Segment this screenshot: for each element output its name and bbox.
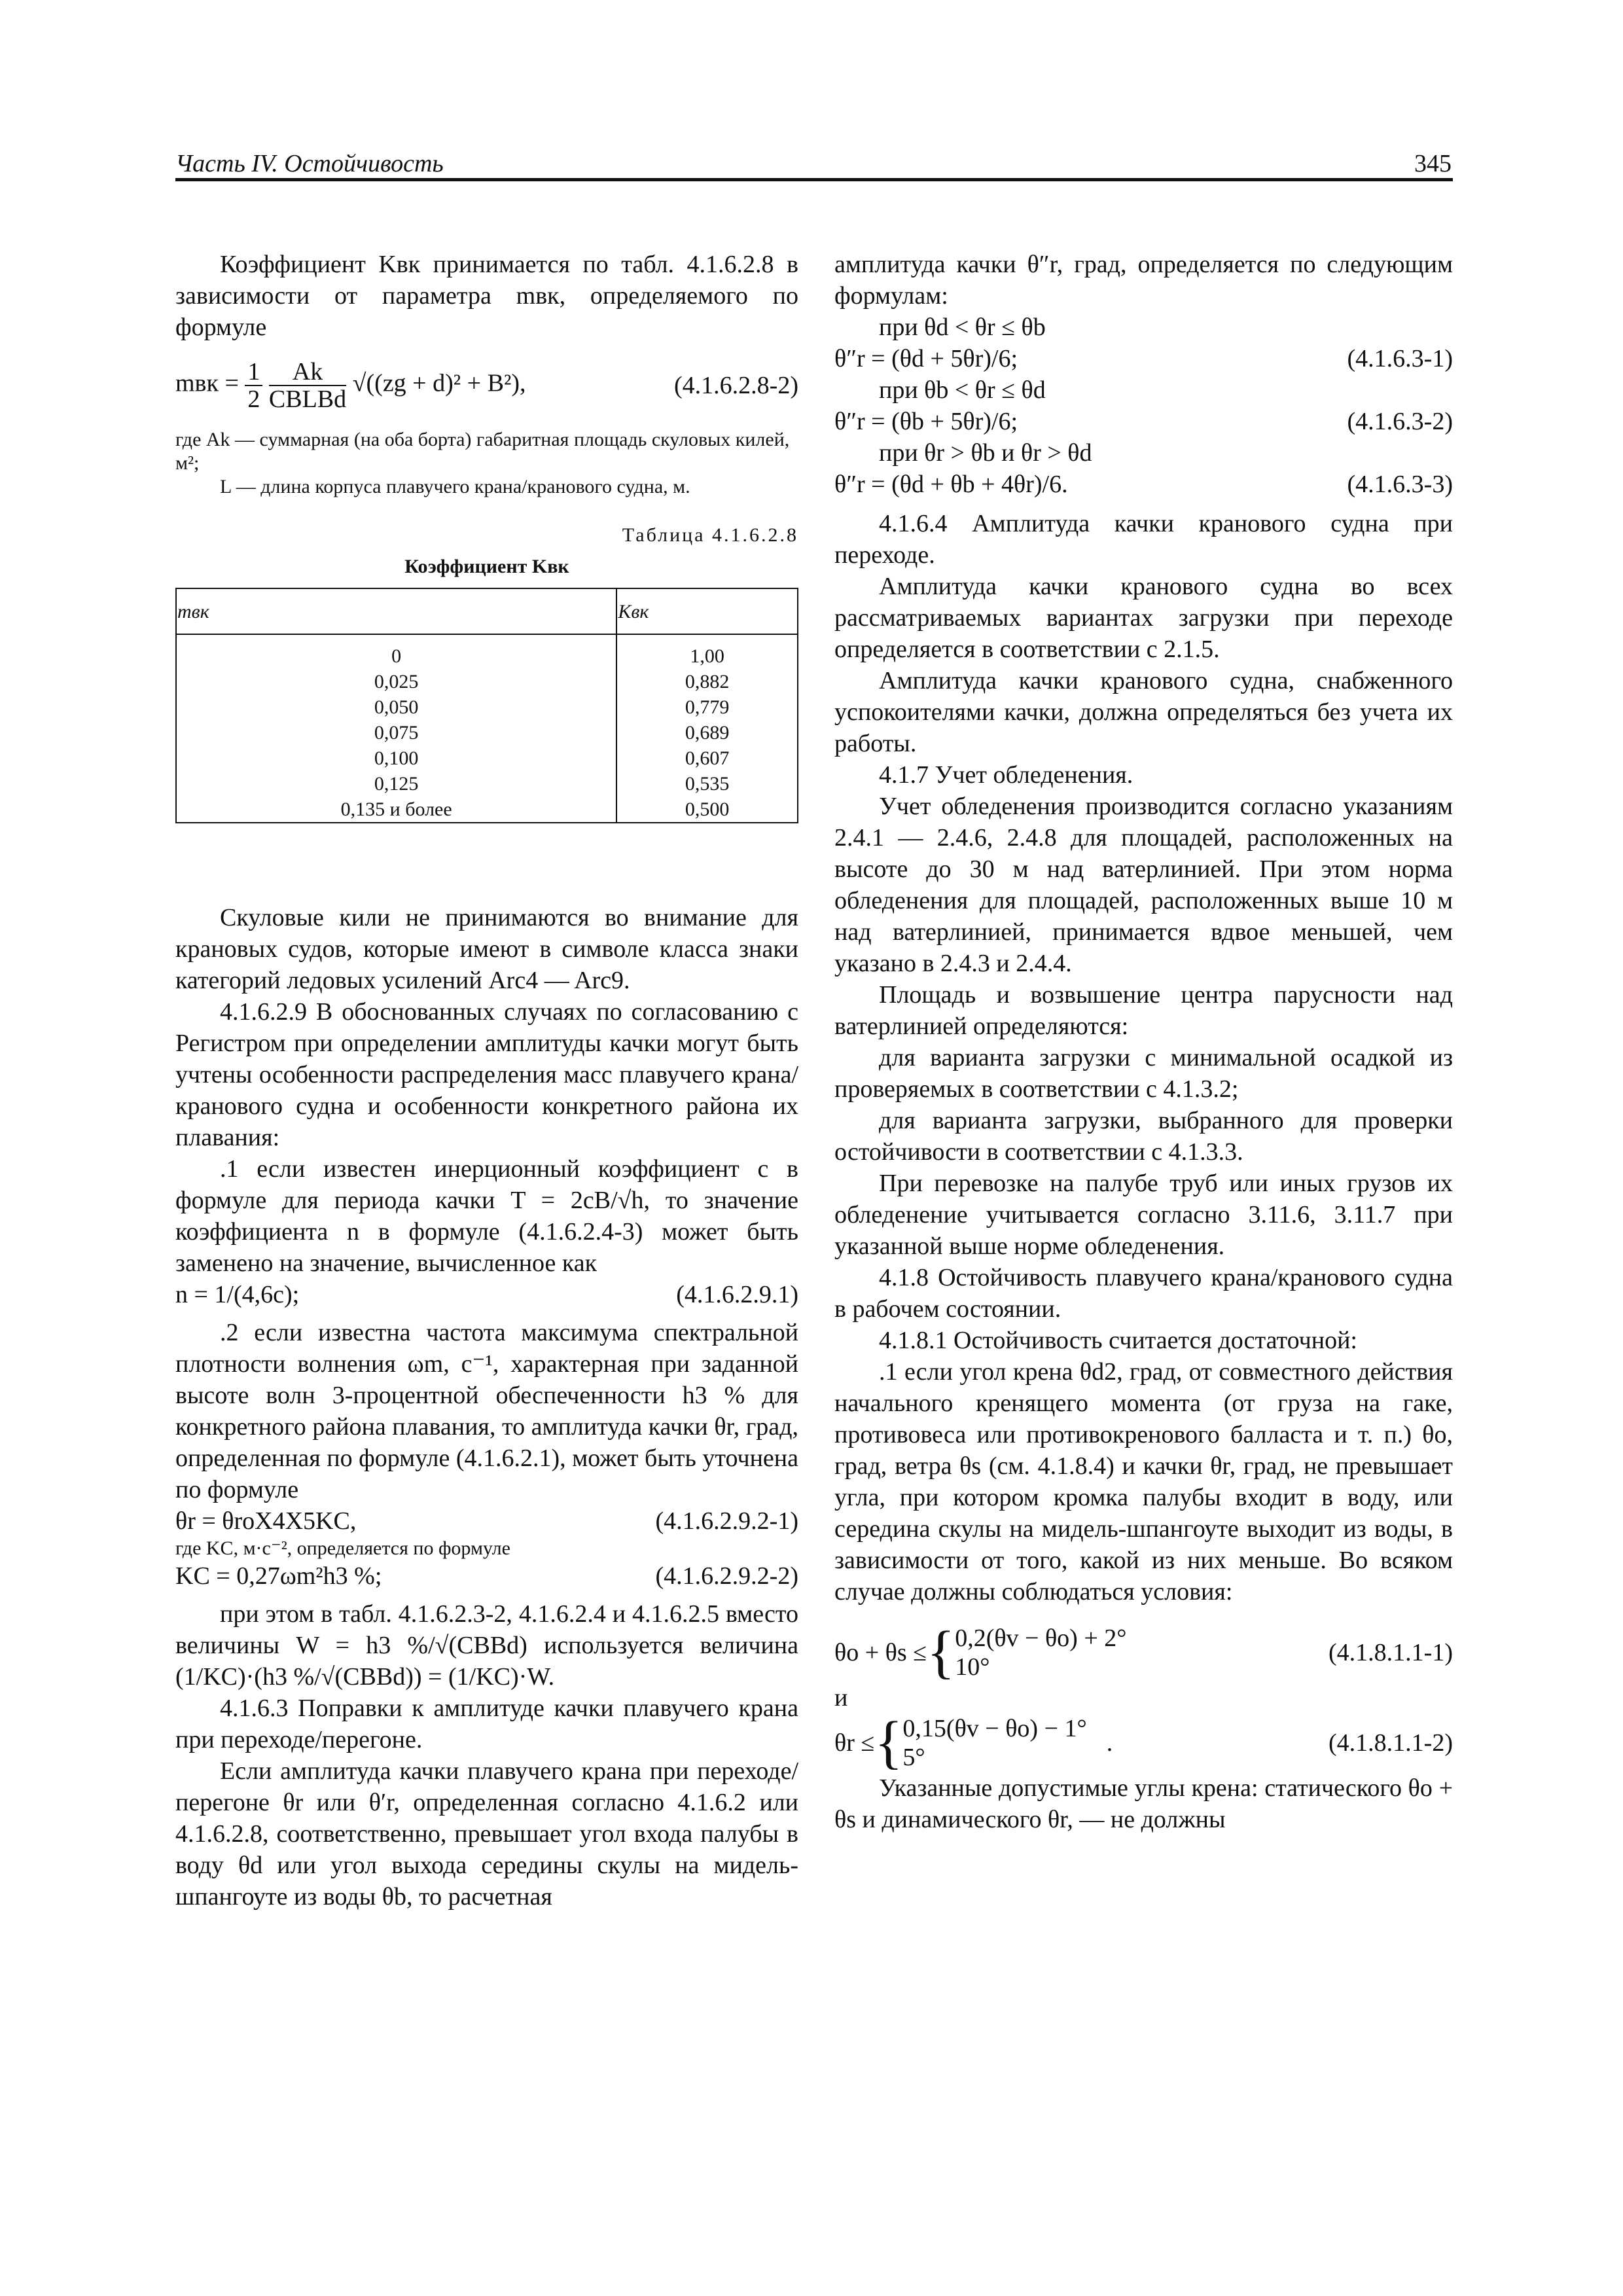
table-cell: 0,882 — [616, 669, 798, 694]
where-note: где Ak — суммарная (на оба борта) габаритная площадь скуловых килей, м²; — [175, 429, 790, 474]
equation-number: (4.1.6.3-2) — [1347, 408, 1453, 435]
brace-options — [955, 1624, 1126, 1681]
conjunction: и — [834, 1684, 848, 1712]
fraction-numerator: 1 — [245, 359, 262, 386]
where-note: L — длина корпуса плавучего крана/кранового судна, м. — [220, 476, 690, 497]
paragraph: .2 если известна частота максимума спектральной плотности волнения ωm, с⁻¹, характерная при заданной высоте волн 3-процентной обеспеченности h3 % для конкретного района плавания, то амплитуда качки θr, град, определенная по формуле (4.1.6.2.1), может быть уточнена по формуле — [175, 1319, 798, 1503]
period-mark: . — [1106, 1729, 1113, 1757]
equation-body: θ″r = (θb + 5θr)/6; — [834, 408, 1018, 435]
equation — [175, 1279, 798, 1310]
section-heading: 4.1.8 Остойчивость плавучего крана/кранового судна в рабочем состоянии. — [834, 1264, 1453, 1323]
paragraph: 4.1.8.1 Остойчивость считается достаточной: — [879, 1327, 1357, 1354]
equation-body — [834, 1710, 1113, 1775]
equation-number: (4.1.6.2.8-2) — [674, 372, 798, 399]
fraction-denominator: CBLBd — [268, 386, 347, 413]
running-header: Часть IV. Остойчивость — [175, 150, 444, 177]
equation-number: (4.1.6.3-1) — [1347, 345, 1453, 372]
equation-lhs: mвк = — [175, 369, 239, 397]
table-row — [176, 771, 798, 797]
table-cell: 0,500 — [616, 797, 798, 823]
equation-body: KC = 0,27ωm²h3 %; — [175, 1562, 382, 1590]
equation-lhs: θr ≤ — [834, 1729, 875, 1757]
brace-glyph: { — [926, 1620, 955, 1685]
table-cell: 0 — [176, 634, 616, 669]
paragraph: Если амплитуда качки плавучего крана при переходе/перегоне θr или θ′r, определенная согласно 4.1.6.2 или 4.1.6.2.8, соответственно, превышает угол входа палубы в воду θd или угол выхода середины скулы на мидель-шпангоуте из воды θb, то расчетная — [175, 1757, 798, 1910]
paragraph: Указанные допустимые углы крена: статического θo + θs и динамического θr, — не должны — [834, 1774, 1453, 1833]
condition: при θr > θb и θr > θd — [879, 439, 1092, 467]
brace-option: 0,15(θv − θo) − 1° — [902, 1715, 1087, 1742]
paragraph: Коэффициент Kвк принимается по табл. 4.1.6.2.8 в зависимости от параметра mвк, определяемого по формуле — [175, 251, 798, 341]
condition: при θd < θr ≤ θb — [879, 314, 1046, 341]
inequality — [834, 1710, 1453, 1775]
equation-body: n = 1/(4,6c); — [175, 1281, 300, 1308]
equation-rest: √((zg + d)² + B²), — [352, 369, 526, 397]
spacer — [175, 823, 798, 902]
paragraph: .1 если угол крена θd2, град, от совместного действия начального кренящего момента (от груза на гаке, противовеса или противокренового балласта и т. п.) θo, град, ветра θs (см. 4.1.8.4) и качки θr, град, не превышает угла, при котором кромка палубы входит в воду, или середина скулы на мидель-шпангоуте выходит из воды, в зависимости от того, какой из них меньше. Во всяком случае должны соблюдаться условия: — [834, 1358, 1453, 1605]
paragraph: Амплитуда качки кранового судна, снабженного успокоителями качки, должна определяться без учета их работы. — [834, 667, 1453, 757]
paragraph: Скуловые кили не принимаются во внимание для крановых судов, которые имеют в символе класса знаки категорий ледовых усилений Arc4 — Arc9. — [175, 904, 798, 994]
equation-body: θr = θroX4X5KC, — [175, 1507, 357, 1535]
equation-number: (4.1.6.2.9.2-2) — [655, 1562, 798, 1590]
where-note: где KC, м·с⁻², определяется по формуле — [175, 1537, 510, 1559]
equation — [175, 1560, 798, 1592]
equation-body — [834, 1620, 1127, 1685]
page-number: 345 — [1414, 150, 1452, 177]
inequality — [834, 1620, 1453, 1685]
table-cell: 0,535 — [616, 771, 798, 797]
coefficient-table — [175, 588, 798, 823]
paragraph: при этом в табл. 4.1.6.2.3-2, 4.1.6.2.4 и 4.1.6.2.5 вместо величины W = h3 %/√(CBBd) используется величина (1/KC)·(h3 %/√(CBBd)) = (1/KC)·W. — [175, 1600, 798, 1691]
left-column — [175, 249, 798, 1912]
fraction-numerator: Ak — [269, 359, 346, 386]
table-cell: 0,100 — [176, 745, 616, 771]
fraction — [245, 359, 262, 412]
paragraph: 4.1.6.4 Амплитуда качки кранового судна при переходе. — [834, 510, 1453, 569]
paragraph: амплитуда качки θ″r, град, определяется по следующим формулам: — [834, 251, 1453, 310]
paragraph: Учет обледенения производится согласно указаниям 2.4.1 — 2.4.6, 2.4.8 для площадей, расположенных на высоте до 30 м над ватерлинией. При этом норма обледенения для площадей, расположенных выше 10 м над ватерлинией, принимается вдвое меньшей, чем указано в 2.4.3 и 2.4.4. — [834, 793, 1453, 977]
brace-option: 10° — [955, 1653, 990, 1681]
table-caption: Таблица 4.1.6.2.8 — [622, 524, 798, 546]
paragraph: Амплитуда качки кранового судна во всех рассматриваемых вариантах загрузки при переходе определяется в соответствии с 2.1.5. — [834, 573, 1453, 663]
table-cell: 0,025 — [176, 669, 616, 694]
table-cell: 0,050 — [176, 694, 616, 720]
equation — [834, 406, 1453, 437]
brace-options — [902, 1714, 1086, 1772]
equation — [834, 469, 1453, 500]
equation — [175, 1505, 798, 1537]
table-cell: 1,00 — [616, 634, 798, 669]
paragraph: .1 если известен инерционный коэффициент c в формуле для периода качки T = 2cB/√h, то значение коэффициента n в формуле (4.1.6.2.4-3) может быть заменено на значение, вычисленное как — [175, 1155, 798, 1277]
equation-number: (4.1.8.1.1-1) — [1329, 1639, 1453, 1666]
fraction — [269, 359, 346, 412]
table-cell: 0,135 и более — [176, 797, 616, 823]
equation-m-vk — [175, 359, 798, 412]
table-row — [176, 634, 798, 669]
paragraph: Площадь и возвышение центра парусности над ватерлинией определяются: — [834, 981, 1453, 1040]
equation-body: θ″r = (θd + θb + 4θr)/6. — [834, 471, 1068, 498]
column-header: Kвк — [616, 588, 798, 634]
equation-lhs: θo + θs ≤ — [834, 1639, 927, 1666]
paragraph: 4.1.6.2.9 В обоснованных случаях по согласованию с Регистром при определении амплитуды качки могут быть учтены особенности распределения масс плавучего крана/кранового судна и особенности конкретного района их плавания: — [175, 998, 798, 1151]
column-header: mвк — [176, 588, 616, 634]
table-row — [176, 720, 798, 745]
equation-number: (4.1.6.3-3) — [1347, 471, 1453, 498]
paragraph: При перевозке на палубе труб или иных грузов их обледенение учитывается согласно 3.11.6, 3.11.7 при указанной выше норме обледенения. — [834, 1170, 1453, 1260]
table-row — [176, 669, 798, 694]
table-title: Коэффициент Kвк — [404, 556, 569, 577]
paragraph: для варианта загрузки, выбранного для проверки остойчивости в соответствии с 4.1.3.3. — [834, 1107, 1453, 1166]
table-cell: 0,607 — [616, 745, 798, 771]
paragraph: для варианта загрузки с минимальной осадкой из проверяемых в соответствии с 4.1.3.2; — [834, 1044, 1453, 1103]
equation-body — [175, 359, 526, 412]
condition: при θb < θr ≤ θd — [879, 376, 1046, 404]
brace-glyph: { — [874, 1710, 903, 1775]
header-rule — [175, 178, 1453, 181]
table-row — [176, 694, 798, 720]
equation-number: (4.1.6.2.9.2-1) — [655, 1507, 798, 1535]
table-row — [176, 745, 798, 771]
brace-option: 0,2(θv − θo) + 2° — [955, 1624, 1127, 1652]
equation — [834, 343, 1453, 374]
table-cell: 0,075 — [176, 720, 616, 745]
right-column — [834, 249, 1453, 1835]
equation-body: θ″r = (θd + 5θr)/6; — [834, 345, 1018, 372]
table-row — [176, 797, 798, 823]
table-cell: 0,779 — [616, 694, 798, 720]
brace-option: 5° — [902, 1744, 925, 1771]
equation-number: (4.1.6.2.9.1) — [676, 1281, 798, 1308]
table-header-row — [176, 588, 798, 634]
fraction-denominator: 2 — [247, 386, 260, 413]
table-cell: 0,125 — [176, 771, 616, 797]
paragraph: 4.1.6.3 Поправки к амплитуде качки плавучего крана при переходе/перегоне. — [175, 1695, 798, 1753]
equation-number: (4.1.8.1.1-2) — [1329, 1729, 1453, 1757]
section-heading: 4.1.7 Учет обледенения. — [879, 761, 1133, 789]
table-cell: 0,689 — [616, 720, 798, 745]
